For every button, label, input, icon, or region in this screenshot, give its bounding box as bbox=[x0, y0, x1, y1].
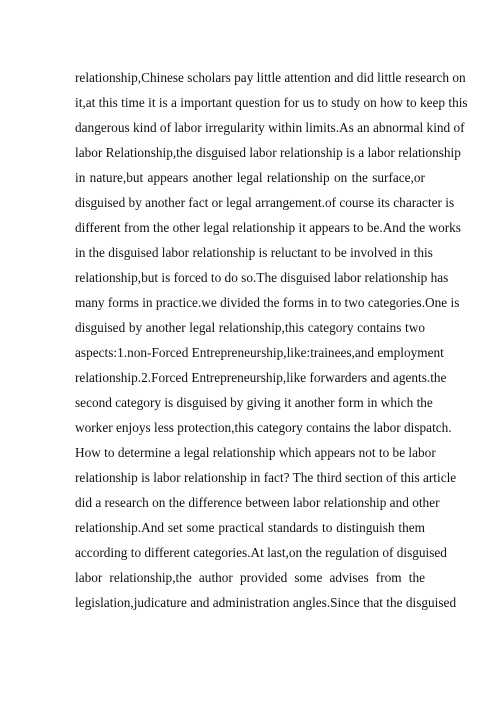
paragraph-line: different from the other legal relationship it appears to be.And the works bbox=[75, 220, 461, 235]
paragraph-line: according to different categories.At last,on the regulation of disguised bbox=[75, 545, 447, 560]
paragraph-line: dangerous kind of labor irregularity within limits.As an abnormal kind of bbox=[75, 120, 465, 135]
paragraph-line: aspects:1.non-Forced Entrepreneurship,like:trainees,and employment bbox=[75, 345, 444, 360]
paragraph-line: did a research on the difference between labor relationship and other bbox=[75, 495, 440, 510]
paragraph-line: relationship,but is forced to do so.The disguised labor relationship has bbox=[75, 270, 449, 285]
paragraph-line: in nature,but appears another legal relationship on the surface,or bbox=[75, 170, 425, 185]
paragraph-line: worker enjoys less protection,this category contains the labor dispatch. bbox=[75, 420, 452, 435]
paragraph-line: labor relationship,the author provided some advises from the bbox=[75, 570, 425, 585]
paragraph-line: legislation,judicature and administration angles.Since that the disguised bbox=[75, 595, 457, 610]
paragraph-line: relationship,Chinese scholars pay little attention and did little research on bbox=[75, 70, 466, 85]
paragraph-line: relationship.2.Forced Entrepreneurship,like forwarders and agents.the bbox=[75, 370, 447, 385]
abstract-paragraph bbox=[75, 65, 468, 615]
paragraph-line: it,at this time it is a important question for us to study on how to keep this bbox=[75, 95, 468, 110]
paragraph-line: second category is disguised by giving it another form in which the bbox=[75, 395, 433, 410]
paragraph-line: How to determine a legal relationship which appears not to be labor bbox=[75, 445, 436, 460]
paragraph-line: relationship is labor relationship in fact? The third section of this article bbox=[75, 470, 457, 485]
paragraph-line: in the disguised labor relationship is reluctant to be involved in this bbox=[75, 245, 433, 260]
paragraph-line: many forms in practice.we divided the forms in to two categories.One is bbox=[75, 295, 460, 310]
paragraph-line: disguised by another fact or legal arrangement.of course its character is bbox=[75, 195, 455, 210]
paragraph-line: disguised by another legal relationship,this category contains two bbox=[75, 320, 425, 335]
paragraph-line: relationship.And set some practical standards to distinguish them bbox=[75, 520, 425, 535]
paragraph-line: labor Relationship,the disguised labor relationship is a labor relationship bbox=[75, 145, 461, 160]
